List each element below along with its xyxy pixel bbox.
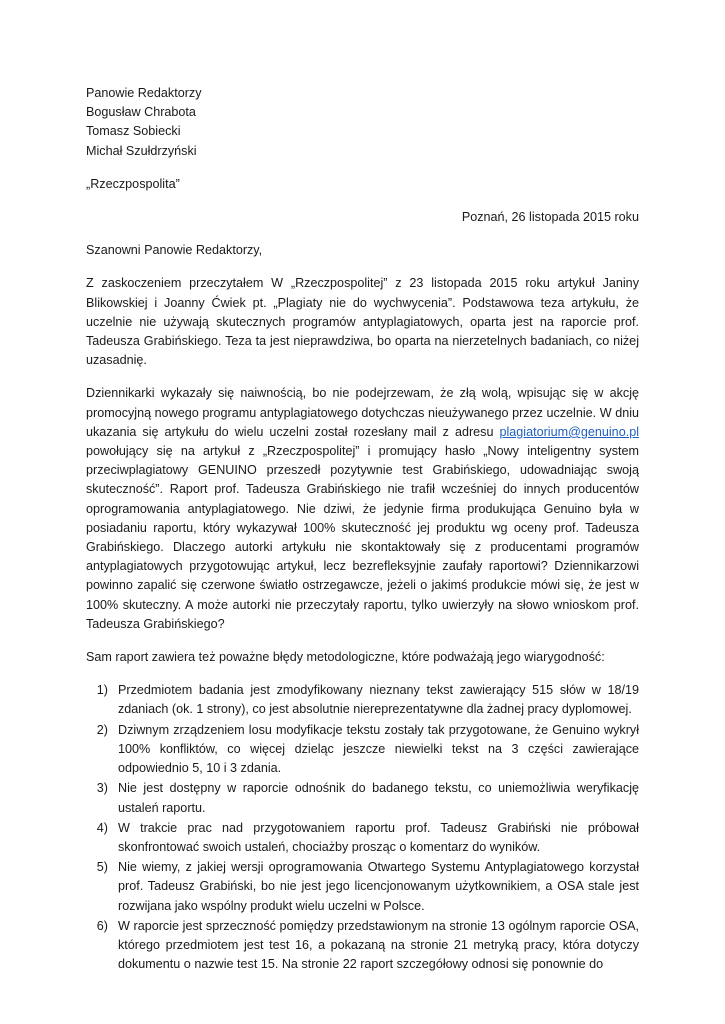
list-item-text: Nie wiemy, z jakiej wersji oprogramowania Otwartego Systemu Antyplagiatowego korzystał prof. Tadeusz Grabiński, bo nie jest jego licencjonowanym użytkownikiem, a OSA stale jest rozwijana jako wspólny produkt wielu uczelni w Polsce. <box>118 860 639 913</box>
list-item <box>86 721 639 779</box>
paragraph-intro: Z zaskoczeniem przeczytałem W „Rzeczpospolitej” z 23 listopada 2015 roku artykuł Janiny Blikowskiej i Joanny Ćwiek pt. „Plagiaty nie do wychwycenia”. Podstawowa teza artykułu, że uczelnie nie używają skutecznych programów antyplagiatowych, oparta jest na raporcie prof. Tadeusza Grabińskiego. Teza ta jest nieprawdziwa, bo oparta na nierzetelnych badaniach, co niżej uzasadnię. <box>86 276 639 368</box>
issues-list <box>86 681 639 974</box>
paragraph-text: powołujący się na artykuł z „Rzeczpospolitej” i promujący hasło „Nowy inteligentny system przeciwplagiatowy GENUINO przeszedł pozytywnie test Grabińskiego, udowadniając swoją skuteczność”. Raport prof. Tadeusza Grabińskiego nie trafił wcześniej do innych producentów oprogramowania antyplagiatowego. Nie dziwi, że jedynie firma produkująca Genuino była w posiadaniu raportu, który wykazywał 100% skuteczność jej produktu wg oceny prof. Tadeusza Grabińskiego. Dlaczego autorki artykułu nie skontaktowały się z producentami programów antyplagiatowych przygotowując artykuł, lecz bezrefleksyjnie zaufały raportowi? Dziennikarzowi powinno zapalić się czerwone światło ostrzegawcze, jeżeli o jakimś produkcie mówi się, że jest w 100% skuteczny. A może autorki nie przeczytały raportu, tylko uwierzyły na słowo wnioskom prof. Tadeusza Grabińskiego? <box>86 444 639 631</box>
publication-name: „Rzeczpospolita” <box>86 176 180 191</box>
list-item-text: Przedmiotem badania jest zmodyfikowany nieznany tekst zawierający 515 słów w 18/19 zdaniach (ok. 1 strony), co jest absolutnie niereprezentatywne dla żadnej pracy dyplomowej. <box>118 683 639 717</box>
paragraph-promotion <box>86 384 639 634</box>
list-item-number: 5) <box>96 860 108 875</box>
list-item <box>86 681 639 719</box>
list-item-text: W trakcie prac nad przygotowaniem raportu prof. Tadeusz Grabiński nie próbował skonfrontować swoich ustaleń, chociażby prosząc o komentarz do wyników. <box>118 820 639 854</box>
recipient-line: Panowie Redaktorzy <box>86 86 202 100</box>
list-item <box>86 858 639 916</box>
list-item <box>86 917 639 975</box>
recipients-block <box>86 84 639 161</box>
list-item <box>86 779 639 817</box>
paragraph-text: Dziennikarki wykazały się naiwnością, bo nie podejrzewam, że złą wolą, wpisując się w akcję promocyjną nowego programu antyplagiatowego dotychczas nieużywanego przez uczelnie. W dniu ukazania się artykułu do wielu uczelni został rozesłany mail z adresu <box>86 386 639 439</box>
list-item-number: 6) <box>96 918 108 933</box>
list-item-text: Nie jest dostępny w raporcie odnośnik do badanego tekstu, co uniemożliwia weryfikację ustaleń raportu. <box>118 781 639 815</box>
recipient-line: Tomasz Sobiecki <box>86 124 181 139</box>
recipient-line: Bogusław Chrabota <box>86 105 196 120</box>
salutation: Szanowni Panowie Redaktorzy, <box>86 243 263 258</box>
email-link[interactable]: plagiatorium@genuino.pl <box>499 424 639 439</box>
list-item-number: 2) <box>96 722 108 737</box>
list-intro: Sam raport zawiera też poważne błędy metodologiczne, które podważają jego wiarygodność: <box>86 650 605 665</box>
place-date: Poznań, 26 listopada 2015 roku <box>461 210 639 225</box>
recipient-line: Michał Szułdrzyński <box>86 143 197 158</box>
letter-content <box>86 84 639 975</box>
list-item-number: 1) <box>96 683 108 698</box>
list-item <box>86 819 639 857</box>
list-item-number: 3) <box>96 781 108 796</box>
list-item-text: Dziwnym zrządzeniem losu modyfikacje tekstu zostały tak przygotowane, że Genuino wykrył 100% konfliktów, co więcej dzieląc jeszcze niewielki tekst na 3 części zawierające odpowiednio 5, 10 i 3 zdania. <box>118 722 639 776</box>
list-item-text: W raporcie jest sprzeczność pomiędzy przedstawionym na stronie 13 ogólnym raporcie OSA, którego przedmiotem jest test 16, a pokazaną na stronie 21 metryką pracy, która dotyczy dokumentu o nazwie test 15. Na stronie 22 raport szczegółowy odnosi się ponownie do <box>118 918 639 972</box>
list-item-number: 4) <box>96 820 108 835</box>
